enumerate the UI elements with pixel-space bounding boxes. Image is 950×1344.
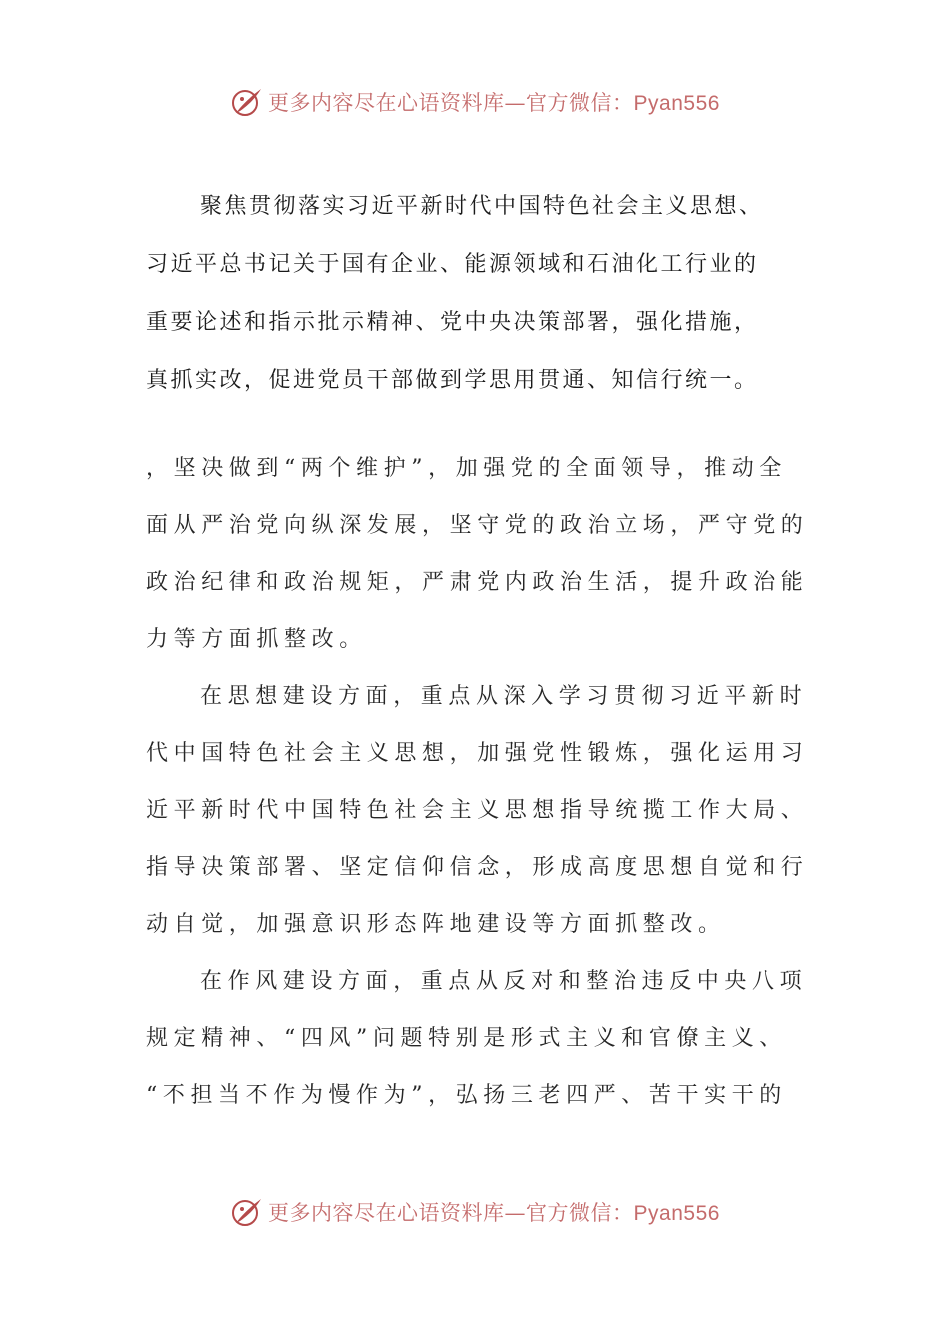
- banner-dash: —: [504, 1201, 527, 1225]
- banner-title: 更多内容尽在心语资料库: [268, 91, 505, 115]
- text-line: 在作风建设方面，重点从反对和整治违反中央八项: [200, 969, 808, 994]
- banner-wechat-label: 官方微信：: [526, 91, 634, 115]
- banner-text: [268, 87, 720, 117]
- text-line: 习近平总书记关于国有企业、能源领域和石油化工行业的: [146, 252, 759, 277]
- paragraph-4: [146, 953, 806, 1124]
- footer-banner: [0, 1192, 950, 1232]
- quill-logo-icon: [230, 85, 264, 119]
- text-line: 重要论述和指示批示精神、党中央决策部署，强化措施，: [146, 310, 759, 335]
- text-line: 在思想建设方面，重点从深入学习贯彻习近平新时: [200, 684, 808, 709]
- text-line: 代中国特色社会主义思想，加强党性锻炼，强化运用习: [146, 741, 809, 766]
- paragraph-2: [146, 440, 809, 668]
- banner-wechat-id: Pyan556: [633, 1202, 720, 1225]
- banner-wechat-label: 官方微信：: [526, 1201, 634, 1225]
- paragraph-1: [146, 178, 806, 410]
- text-line: 近平新时代中国特色社会主义思想指导统揽工作大局、: [146, 798, 809, 823]
- paragraph-3: [146, 668, 809, 953]
- text-line: 真抓实改，促进党员干部做到学思用贯通、知信行统一。: [146, 368, 759, 393]
- text-line: 面从严治党向纵深发展，坚守党的政治立场，严守党的: [146, 513, 809, 538]
- text-line: 指导决策部署、坚定信仰信念，形成高度思想自觉和行: [146, 855, 809, 880]
- text-line: 动自觉，加强意识形态阵地建设等方面抓整改。: [146, 912, 726, 937]
- banner-dash: —: [504, 91, 527, 115]
- banner-title: 更多内容尽在心语资料库: [268, 1201, 505, 1225]
- banner-text: [268, 1197, 720, 1227]
- quill-logo-icon: [230, 1195, 264, 1229]
- header-banner: [0, 82, 950, 122]
- banner-wechat-id: Pyan556: [633, 92, 720, 115]
- text-line: 聚焦贯彻落实习近平新时代中国特色社会主义思想、: [200, 194, 764, 219]
- body-text: [146, 440, 809, 1124]
- text-line: 政治纪律和政治规矩，严肃党内政治生活，提升政治能: [146, 570, 809, 595]
- text-line: “不担当不作为慢作为”，弘扬三老四严、苦干实干的: [146, 1083, 787, 1108]
- text-line: 力等方面抓整改。: [146, 627, 367, 652]
- text-line: ，坚决做到“两个维护”，加强党的全面领导，推动全: [146, 456, 787, 481]
- text-line: 规定精神、“四风”问题特别是形式主义和官僚主义、: [146, 1026, 787, 1051]
